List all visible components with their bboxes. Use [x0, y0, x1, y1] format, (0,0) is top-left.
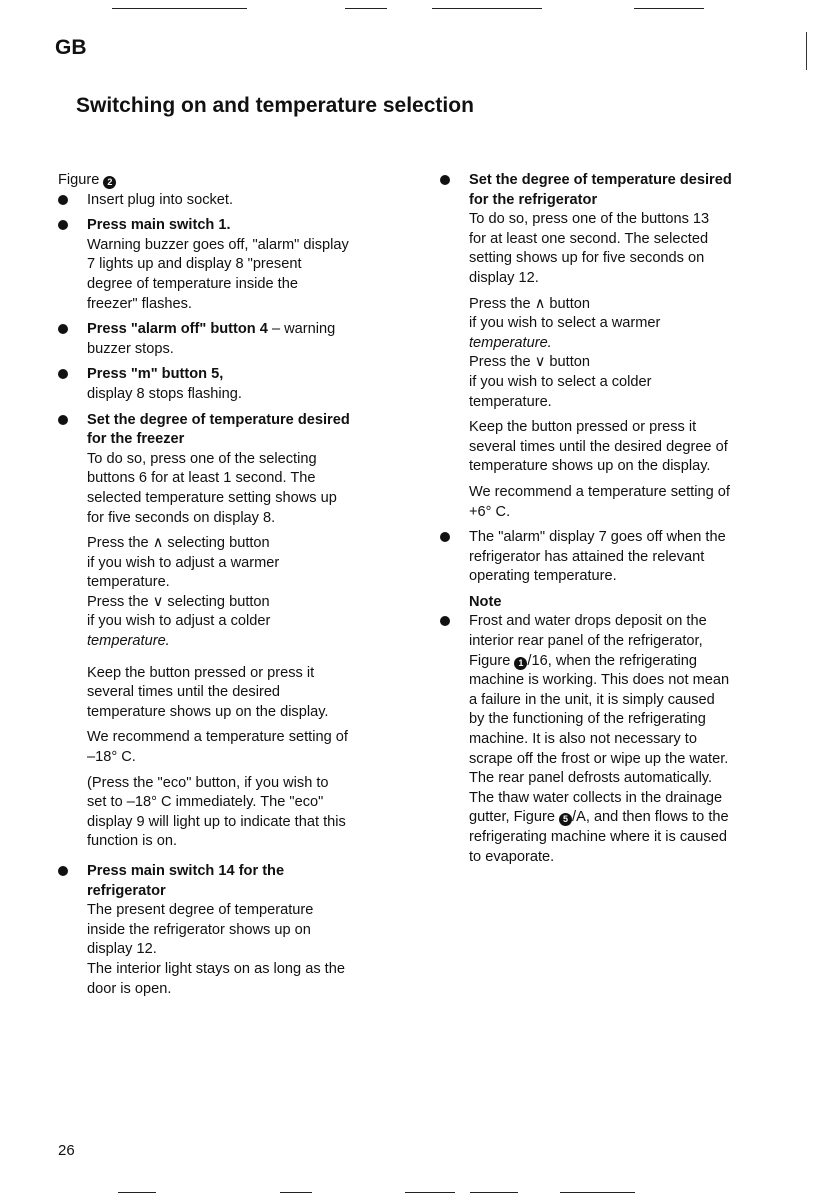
step-line: The interior light stays on as long as the [87, 960, 345, 977]
step-line: To do so, press one of the selecting [87, 450, 317, 467]
step-heading: for the freezer [87, 431, 185, 448]
bullet-dot-icon [440, 616, 450, 626]
step-text: Insert plug into socket. [87, 191, 234, 208]
step-insert-plug [58, 191, 408, 211]
step-line: refrigerator has attained the relevant [469, 548, 705, 565]
paragraph [469, 483, 790, 522]
top-rule-4 [634, 8, 704, 9]
step-line: operating temperature. [469, 568, 617, 585]
step-heading: Set the degree of temperature desired [469, 172, 732, 188]
step-line: setting shows up for five seconds on [469, 250, 705, 267]
step-line: temperature. [87, 633, 170, 650]
step-line: temperature shows up on the display. [87, 703, 329, 720]
paragraph [87, 728, 408, 767]
step-line: machine. It is also not necessary to [469, 731, 697, 748]
step-line: if you wish to select a colder [469, 373, 652, 390]
step-heading: for the refrigerator [469, 191, 598, 208]
bottom-rule-2 [280, 1192, 312, 1193]
step-line: for at least one second. The selected [469, 230, 709, 247]
note-frost [440, 612, 790, 867]
step-line: interior rear panel of the refrigerator, [469, 633, 703, 650]
top-rule-2 [345, 8, 387, 9]
bullet-dot-icon [58, 415, 68, 425]
step-line: We recommend a temperature setting of [469, 483, 730, 500]
step-line: 7 lights up and display 8 "present [87, 256, 302, 273]
step-line: selected temperature setting shows up [87, 489, 337, 506]
step-line [469, 808, 790, 828]
step-line: by the functioning of the refrigerating [469, 711, 706, 728]
step-line: scrape off the frost or wipe up the water. [469, 750, 729, 767]
step-line: temperature. [469, 393, 552, 410]
step-line: display 8 stops flashing. [87, 385, 242, 402]
step-alarm-display [440, 528, 790, 587]
step-heading: refrigerator [87, 882, 166, 899]
bullet-dot-icon [58, 195, 68, 205]
step-line: (Press the "eco" button, if you wish to [87, 774, 329, 791]
left-column [58, 171, 408, 1005]
step-line: machine is working. This does not mean [469, 672, 730, 689]
figure-number-badge: 5 [559, 813, 572, 826]
bottom-rule-1 [118, 1192, 156, 1193]
step-line: temperature shows up on the display. [469, 458, 711, 475]
right-column [440, 171, 790, 873]
step-set-freezer-temp [58, 411, 408, 852]
step-line [87, 320, 408, 340]
bullet-dot-icon [440, 175, 450, 185]
bullet-dot-icon [58, 324, 68, 334]
step-line: Frost and water drops deposit on the [469, 613, 707, 630]
step-line: buttons 6 for at least 1 second. The [87, 470, 316, 487]
paragraph [87, 664, 408, 723]
step-line: buzzer stops. [87, 340, 174, 357]
step-line: Press the ∨ button [469, 354, 591, 371]
figure-reference [58, 171, 408, 191]
step-line: temperature. [469, 334, 552, 351]
step-line: if you wish to adjust a colder [87, 613, 271, 630]
bullet-dot-icon [58, 866, 68, 876]
step-line [469, 652, 790, 672]
step-line: We recommend a temperature setting of [87, 729, 348, 746]
step-line: Warning buzzer goes off, "alarm" display [87, 236, 349, 253]
step-heading: Press main switch 1. [87, 217, 231, 234]
step-heading: Press main switch 14 for the [87, 863, 285, 879]
step-line: The thaw water collects in the drainage [469, 789, 723, 806]
paragraph [87, 774, 408, 852]
step-line: Keep the button pressed or press it [87, 664, 315, 681]
section-title: Switching on and temperature selection [76, 94, 474, 117]
step-line: set to –18° C immediately. The "eco" [87, 794, 324, 811]
step-line: to evaporate. [469, 848, 555, 865]
step-line: Keep the button pressed or press it [469, 419, 697, 436]
top-rule-1 [112, 8, 247, 9]
step-m-button [58, 365, 408, 404]
figure-label: gutter, Figure [469, 809, 560, 826]
step-line: temperature. [87, 574, 170, 591]
top-rule-3 [432, 8, 542, 9]
page-number: 26 [58, 1142, 75, 1159]
language-code: GB [55, 36, 87, 59]
step-main-switch [58, 216, 408, 314]
bullet-dot-icon [440, 532, 450, 542]
step-line: Press the ∧ button [469, 295, 591, 312]
step-line: The present degree of temperature [87, 902, 314, 919]
step-line: for five seconds on display 8. [87, 509, 276, 526]
bullet-dot-icon [58, 369, 68, 379]
figure-number-badge: 1 [514, 657, 527, 670]
step-text: /A, and then flows to the [572, 809, 729, 826]
bottom-rule-5 [560, 1192, 635, 1193]
figure-label: Figure [469, 652, 515, 669]
step-line: several times until the desired [87, 684, 281, 701]
step-line: if you wish to adjust a warmer [87, 554, 280, 571]
step-text: – warning [267, 321, 336, 338]
step-alarm-off [58, 320, 408, 359]
step-heading: Press "m" button 5, [87, 366, 224, 383]
step-line: Press the ∨ selecting button [87, 593, 270, 610]
figure-label: Figure [58, 172, 100, 188]
step-line: a failure in the unit, it is simply caused [469, 691, 715, 708]
step-heading: Press "alarm off" button 4 [87, 321, 268, 338]
figure-number-badge: 2 [103, 176, 116, 189]
step-line: Press the ∧ selecting button [87, 535, 270, 552]
paragraph [469, 295, 790, 413]
step-line: The rear panel defrosts automatically. [469, 770, 713, 787]
bullet-dot-icon [58, 220, 68, 230]
step-line: display 12. [87, 941, 157, 958]
step-set-fridge-temp [440, 171, 790, 522]
bottom-rule-3 [405, 1192, 455, 1193]
paragraph [469, 418, 790, 477]
step-line: The "alarm" display 7 goes off when the [469, 529, 726, 546]
step-line: +6° C. [469, 503, 511, 520]
step-line: freezer" flashes. [87, 295, 192, 312]
step-heading: Set the degree of temperature desired [87, 411, 350, 428]
bottom-rule-4 [470, 1192, 518, 1193]
paragraph [87, 534, 408, 652]
step-fridge-switch [58, 862, 408, 999]
step-line: display 9 will light up to indicate that this [87, 813, 346, 830]
step-line: door is open. [87, 980, 172, 997]
note-heading: Note [469, 593, 502, 610]
step-line: display 12. [469, 269, 539, 286]
step-line: several times until the desired degree of [469, 438, 728, 455]
step-line: –18° C. [87, 749, 136, 766]
step-line: inside the refrigerator shows up on [87, 921, 311, 938]
step-line: degree of temperature inside the [87, 275, 298, 292]
step-text: /16, when the refrigerating [527, 652, 697, 669]
step-line: function is on. [87, 833, 178, 850]
margin-line [806, 32, 807, 70]
step-line: To do so, press one of the buttons 13 [469, 211, 710, 228]
step-line: refrigerating machine where it is caused [469, 829, 727, 845]
step-line: if you wish to select a warmer [469, 315, 661, 332]
